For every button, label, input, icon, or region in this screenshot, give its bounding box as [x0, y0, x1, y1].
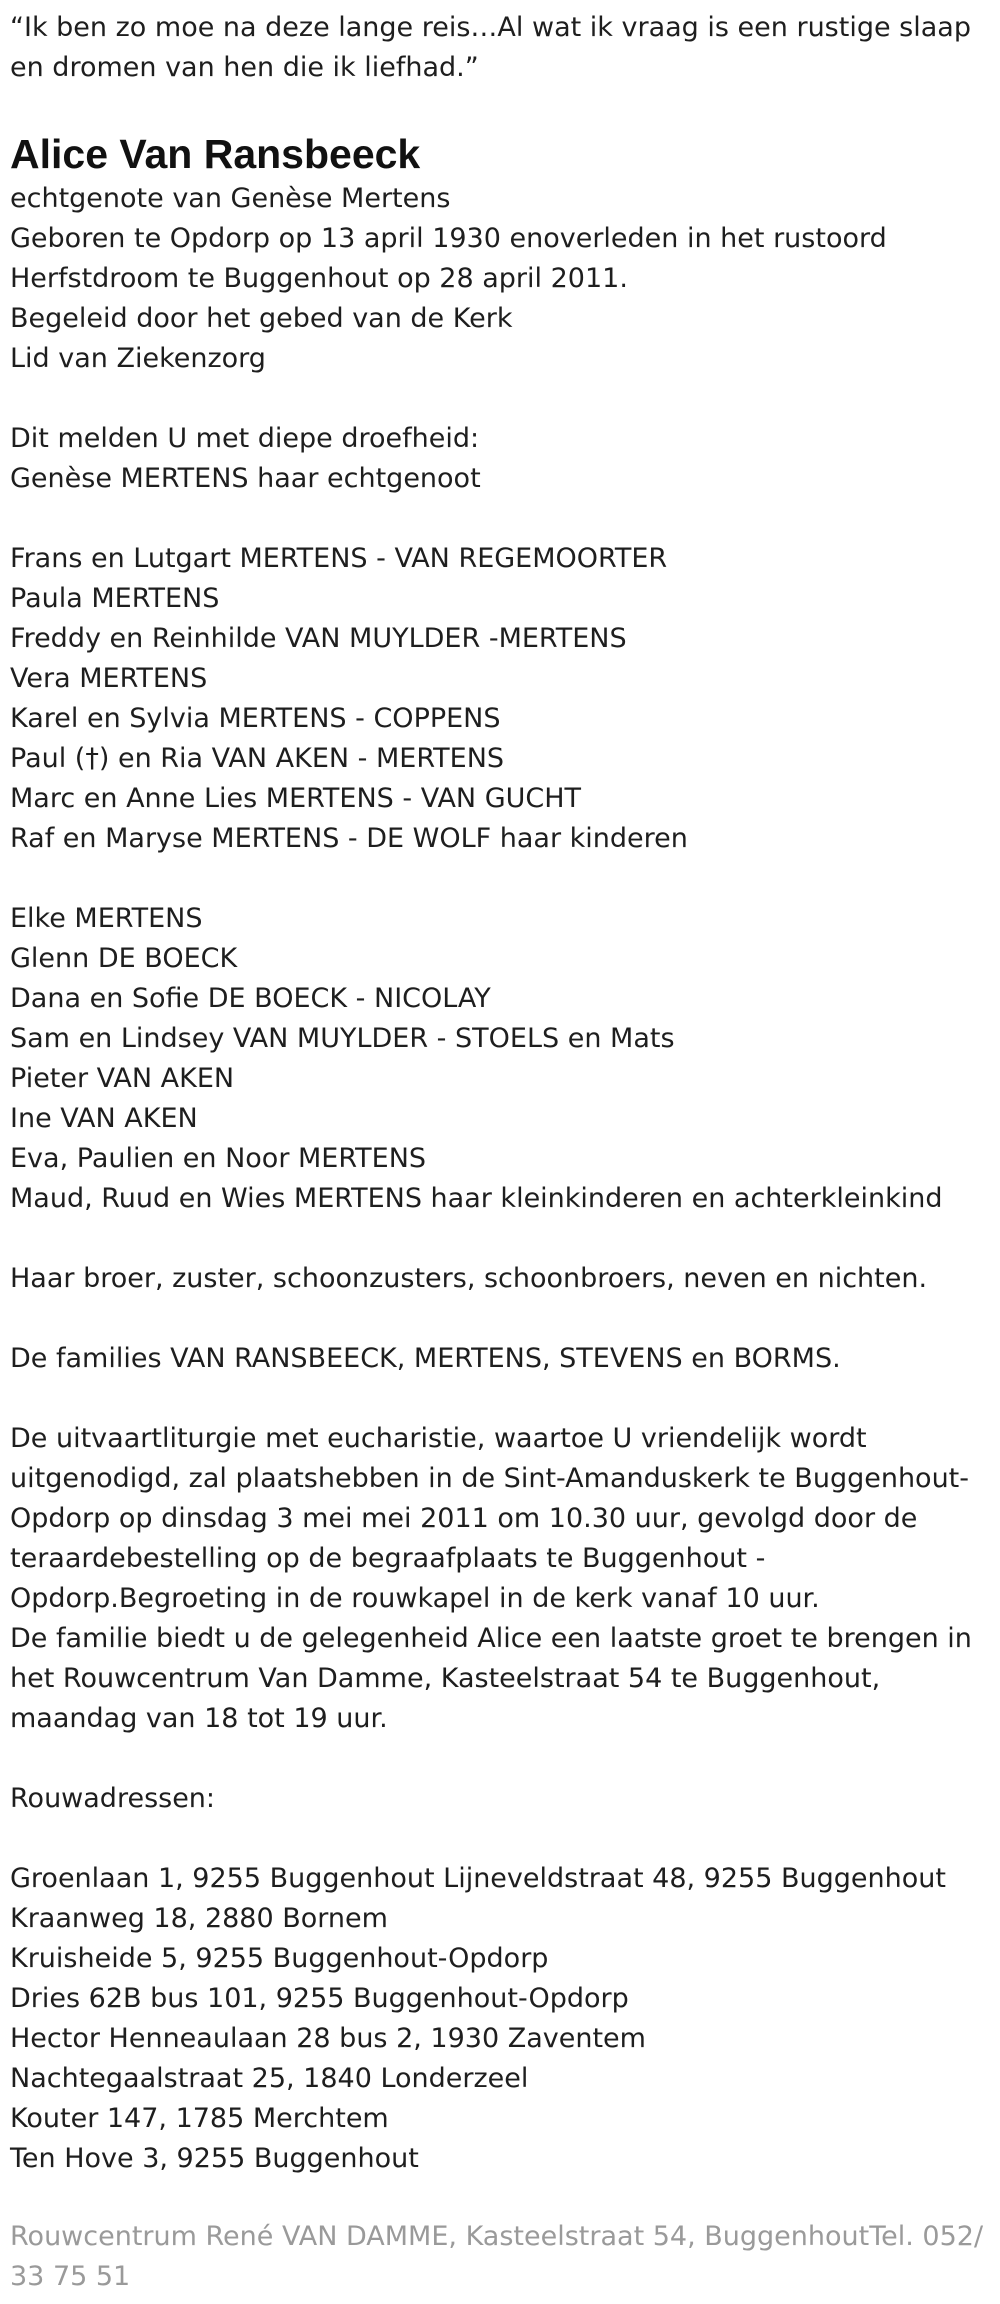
- detail-line: Begeleid door het gebed van de Kerk: [10, 303, 513, 334]
- list-item: Pieter VAN AKEN: [10, 1063, 235, 1094]
- list-item: Marc en Anne Lies MERTENS - VAN GUCHT: [10, 783, 582, 814]
- list-item: Vera MERTENS: [10, 663, 208, 694]
- list-item: Freddy en Reinhilde VAN MUYLDER -MERTENS: [10, 623, 627, 654]
- addresses-heading: Rouwadressen:: [10, 1783, 216, 1814]
- ceremony-line: De familie biedt u de gelegenheid Alice een laatste groet te brengen in: [10, 1623, 972, 1654]
- spacer: [10, 499, 990, 539]
- quote-line: en dromen van hen die ik liefhad.”: [10, 52, 479, 83]
- list-item: Raf en Maryse MERTENS - DE WOLF haar kinderen: [10, 823, 688, 854]
- detail-line: echtgenote van Genèse Mertens: [10, 183, 451, 214]
- address-item: Nachtegaalstraat 25, 1840 Londerzeel: [10, 2063, 529, 2094]
- announcement-line: Genèse MERTENS haar echtgenoot: [10, 463, 481, 494]
- spacer: [10, 1219, 990, 1259]
- addresses-list: [10, 1859, 990, 2179]
- address-item: Kouter 147, 1785 Merchtem: [10, 2103, 389, 2134]
- list-item: Maud, Ruud en Wies MERTENS haar kleinkinderen en achterkleinkind: [10, 1183, 943, 1214]
- spacer: [10, 1299, 990, 1339]
- announcement-line: Dit melden U met diepe droefheid:: [10, 423, 480, 454]
- list-item: Ine VAN AKEN: [10, 1103, 198, 1134]
- list-item: Eva, Paulien en Noor MERTENS: [10, 1143, 427, 1174]
- footer-line: Rouwcentrum René VAN DAMME, Kasteelstraat 54, BuggenhoutTel. 052/: [10, 2221, 984, 2252]
- footer-line: 33 75 51: [10, 2261, 131, 2292]
- ceremony-line: uitgenodigd, zal plaatshebben in de Sint-Amanduskerk te Buggenhout-: [10, 1463, 970, 1494]
- ceremony-line: Opdorp.Begroeting in de rouwkapel in de kerk vanaf 10 uur.: [10, 1583, 820, 1614]
- ceremony-line: De uitvaartliturgie met eucharistie, waartoe U vriendelijk wordt: [10, 1423, 867, 1454]
- ceremony-line: teraardebestelling op de begraafplaats te Buggenhout -: [10, 1543, 766, 1574]
- list-item: Paul (†) en Ria VAN AKEN - MERTENS: [10, 743, 505, 774]
- spacer: [10, 1739, 990, 1779]
- quote-line: “Ik ben zo moe na deze lange reis…Al wat ik vraag is een rustige slaap: [10, 12, 971, 43]
- detail-line: Herfstdroom te Buggenhout op 28 april 2011.: [10, 263, 628, 294]
- address-item: Ten Hove 3, 9255 Buggenhout: [10, 2143, 419, 2174]
- list-item: Paula MERTENS: [10, 583, 220, 614]
- detail-line: Geboren te Opdorp op 13 april 1930 enoverleden in het rustoord: [10, 223, 887, 254]
- relatives-line: Haar broer, zuster, schoonzusters, schoonbroers, neven en nichten.: [10, 1263, 928, 1294]
- deceased-details: [10, 179, 990, 379]
- address-item: Kraanweg 18, 2880 Bornem: [10, 1903, 388, 1934]
- list-item: Sam en Lindsey VAN MUYLDER - STOELS en Mats: [10, 1023, 675, 1054]
- children-list: [10, 539, 990, 859]
- deceased-name: Alice Van Ransbeeck: [10, 131, 421, 177]
- announcement: [10, 419, 990, 499]
- list-item: Dana en Sofie DE BOECK - NICOLAY: [10, 983, 491, 1014]
- families-line: De families VAN RANSBEECK, MERTENS, STEVENS en BORMS.: [10, 1343, 841, 1374]
- list-item: Frans en Lutgart MERTENS - VAN REGEMOORTER: [10, 543, 668, 574]
- spacer: [10, 859, 990, 899]
- spacer: [10, 379, 990, 419]
- opening-quote: [10, 8, 990, 88]
- list-item: Elke MERTENS: [10, 903, 203, 934]
- spacer: [10, 1379, 990, 1419]
- grandchildren-list: [10, 899, 990, 1219]
- ceremony-line: maandag van 18 tot 19 uur.: [10, 1703, 388, 1734]
- spacer: [10, 1819, 990, 1859]
- detail-line: Lid van Ziekenzorg: [10, 343, 266, 374]
- funeral-home-footer: [10, 2217, 990, 2297]
- list-item: Karel en Sylvia MERTENS - COPPENS: [10, 703, 501, 734]
- ceremony-details: [10, 1419, 990, 1739]
- address-item: Hector Henneaulaan 28 bus 2, 1930 Zaventem: [10, 2023, 646, 2054]
- list-item: Glenn DE BOECK: [10, 943, 238, 974]
- address-item: Groenlaan 1, 9255 Buggenhout Lijneveldstraat 48, 9255 Buggenhout: [10, 1863, 946, 1894]
- ceremony-line: het Rouwcentrum Van Damme, Kasteelstraat 54 te Buggenhout,: [10, 1663, 881, 1694]
- address-item: Dries 62B bus 101, 9255 Buggenhout-Opdorp: [10, 1983, 629, 2014]
- address-item: Kruisheide 5, 9255 Buggenhout-Opdorp: [10, 1943, 549, 1974]
- ceremony-line: Opdorp op dinsdag 3 mei mei 2011 om 10.30 uur, gevolgd door de: [10, 1503, 918, 1534]
